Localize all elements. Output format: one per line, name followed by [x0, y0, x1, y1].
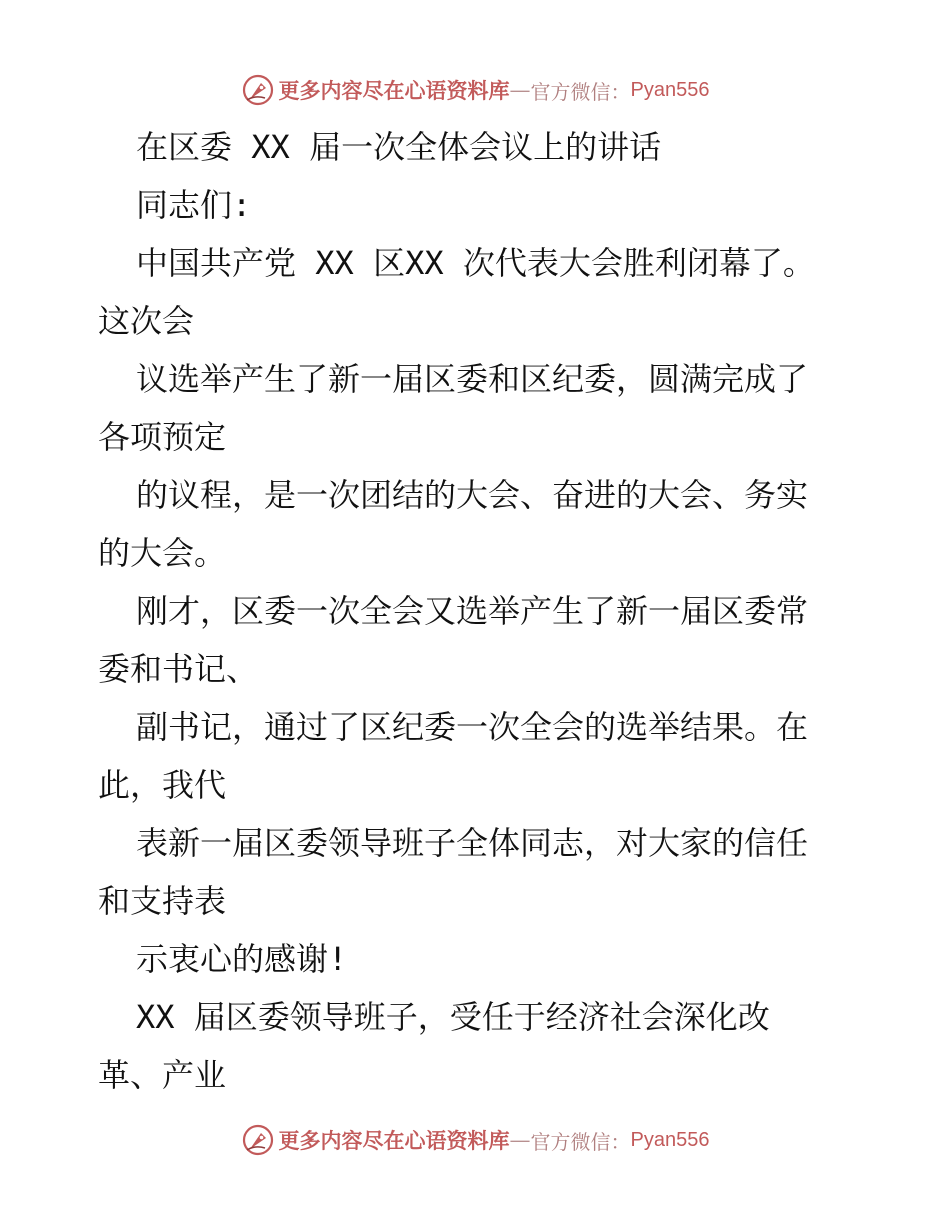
text-line: 的议程，是一次团结的大会、奋进的大会、务实 [136, 476, 809, 514]
text-line: 的大会。 [98, 534, 227, 572]
text-line: 和支持表 [98, 882, 227, 920]
text-line: 中国共产党 XX 区XX 次代表大会胜利闭幕了。 [136, 244, 815, 282]
footer-wechat-label: 官方微信： [530, 1129, 631, 1154]
text-line: 此，我代 [98, 766, 227, 804]
text-line: XX 届区委领导班子，受任于经济社会深化改 [136, 998, 770, 1036]
header-banner [0, 70, 950, 110]
text-line: 副书记，通过了区纪委一次全会的选举结果。在 [136, 708, 809, 746]
text-line: 各项预定 [98, 418, 227, 456]
header-banner-dash: — [509, 78, 531, 102]
text-line: 委和书记、 [98, 650, 259, 688]
header-banner-text: 更多内容尽在心语资料库 [278, 78, 510, 103]
text-line: 示衷心的感谢! [136, 940, 348, 978]
footer-banner-text: 更多内容尽在心语资料库 [278, 1128, 510, 1153]
header-wechat-label: 官方微信： [530, 79, 631, 104]
text-line: 表新一届区委领导班子全体同志，对大家的信任 [136, 824, 809, 862]
pen-nib-logo-icon [241, 1123, 275, 1157]
text-line: 这次会 [98, 302, 195, 340]
pen-nib-logo-icon [241, 73, 275, 107]
text-line: 在区委 XX 届一次全体会议上的讲话 [136, 128, 662, 166]
footer-banner [0, 1120, 950, 1160]
footer-banner-dash: — [509, 1128, 531, 1152]
header-wechat-id: Pyan556 [630, 78, 710, 101]
footer-wechat-id: Pyan556 [630, 1128, 710, 1151]
document-body [98, 118, 858, 1104]
text-line: 刚才，区委一次全会又选举产生了新一届区委常 [136, 592, 809, 630]
text-line: 议选举产生了新一届区委和区纪委，圆满完成了 [136, 360, 809, 398]
text-line: 革、产业 [98, 1056, 227, 1094]
text-line: 同志们: [136, 186, 252, 224]
